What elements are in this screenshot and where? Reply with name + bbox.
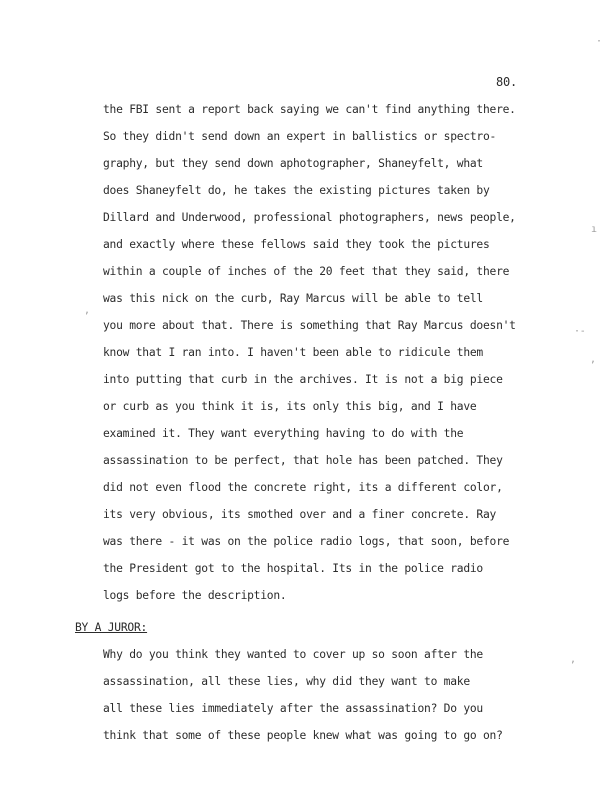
text-line: Why do you think they wanted to cover up so soon after the [103,648,483,661]
text-line: think that some of these people knew what was going to go on? [103,729,503,742]
text-line: So they didn't send down an expert in ballistics or spectro- [103,130,497,143]
speaker-label: BY A JUROR: [75,621,148,634]
text-line: Dillard and Underwood, professional photographers, news people, [103,211,516,224]
scan-mark: , [590,354,596,365]
text-line: logs before the description. [103,589,287,602]
text-line: its very obvious, its smothed over and a finer concrete. Ray [103,508,497,521]
text-line: assassination to be perfect, that hole has been patched. They [103,454,503,467]
scan-mark: ·- [574,326,586,337]
text-line: was this nick on the curb, Ray Marcus will be able to tell [103,292,483,305]
text-line: assassination, all these lies, why did they want to make [103,675,470,688]
page-number: 80. [496,75,517,89]
text-line: the President got to the hospital. Its in the police radio [103,562,483,575]
text-line: within a couple of inches of the 20 feet that they said, there [103,265,510,278]
text-line: examined it. They want everything having to do with the [103,427,464,440]
text-line: and exactly where these fellows said they took the pictures [103,238,490,251]
scan-mark: ‚ [84,305,90,316]
text-line: you more about that. There is something that Ray Marcus doesn't [103,319,516,332]
scan-mark: ‚ [570,654,576,665]
text-line: or curb as you think it is, its only this big, and I have [103,400,477,413]
text-line: the FBI sent a report back saying we can't find anything there. [103,103,516,116]
text-line: know that I ran into. I haven't been able to ridicule them [103,346,483,359]
text-line: did not even flood the concrete right, its a different color, [103,481,503,494]
text-line: graphy, but they send down aphotographer, Shaneyfelt, what [103,157,483,170]
text-line: does Shaneyfelt do, he takes the existing pictures taken by [103,184,490,197]
scan-mark: ı [591,224,597,235]
scan-mark: · [596,36,602,47]
text-line: all these lies immediately after the assassination? Do you [103,702,483,715]
text-line: into putting that curb in the archives. It is not a big piece [103,373,503,386]
text-line: was there - it was on the police radio logs, that soon, before [103,535,510,548]
